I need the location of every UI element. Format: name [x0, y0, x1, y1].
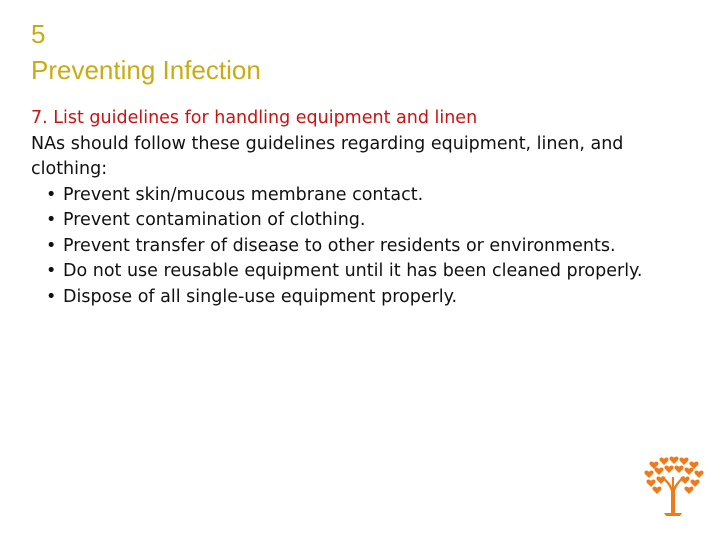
bullet-icon: • — [46, 286, 57, 307]
list-item-text: Dispose of all single-use equipment properly. — [63, 286, 458, 307]
bullet-icon: • — [46, 261, 57, 281]
list-item — [46, 234, 701, 260]
hartman-logo — [640, 455, 706, 533]
bullet-icon: • — [46, 235, 57, 256]
learning-objective: 7. List guidelines for handling equipment and linen — [31, 108, 478, 128]
list-item-text: Prevent contamination of clothing. — [63, 210, 366, 230]
list-item-text: Prevent skin/mucous membrane contact. — [63, 184, 424, 205]
list-item-text: Prevent transfer of disease to other residents or environments. — [63, 235, 616, 256]
chapter-title: Preventing Infection — [31, 55, 261, 85]
bullet-icon: • — [46, 210, 57, 230]
list-item-text: Do not use reusable equipment until it has been cleaned properly. — [63, 261, 643, 281]
list-item — [46, 183, 701, 209]
guideline-list — [31, 183, 701, 311]
list-item — [46, 208, 701, 234]
list-item — [46, 259, 701, 285]
heart-tree-icon — [644, 457, 703, 516]
bullet-icon: • — [46, 184, 57, 205]
list-item — [46, 285, 701, 311]
slide-body — [31, 106, 701, 310]
chapter-number: 5 — [31, 19, 46, 49]
intro-text: NAs should follow these guidelines regarding equipment, linen, and clothing: — [31, 133, 624, 179]
